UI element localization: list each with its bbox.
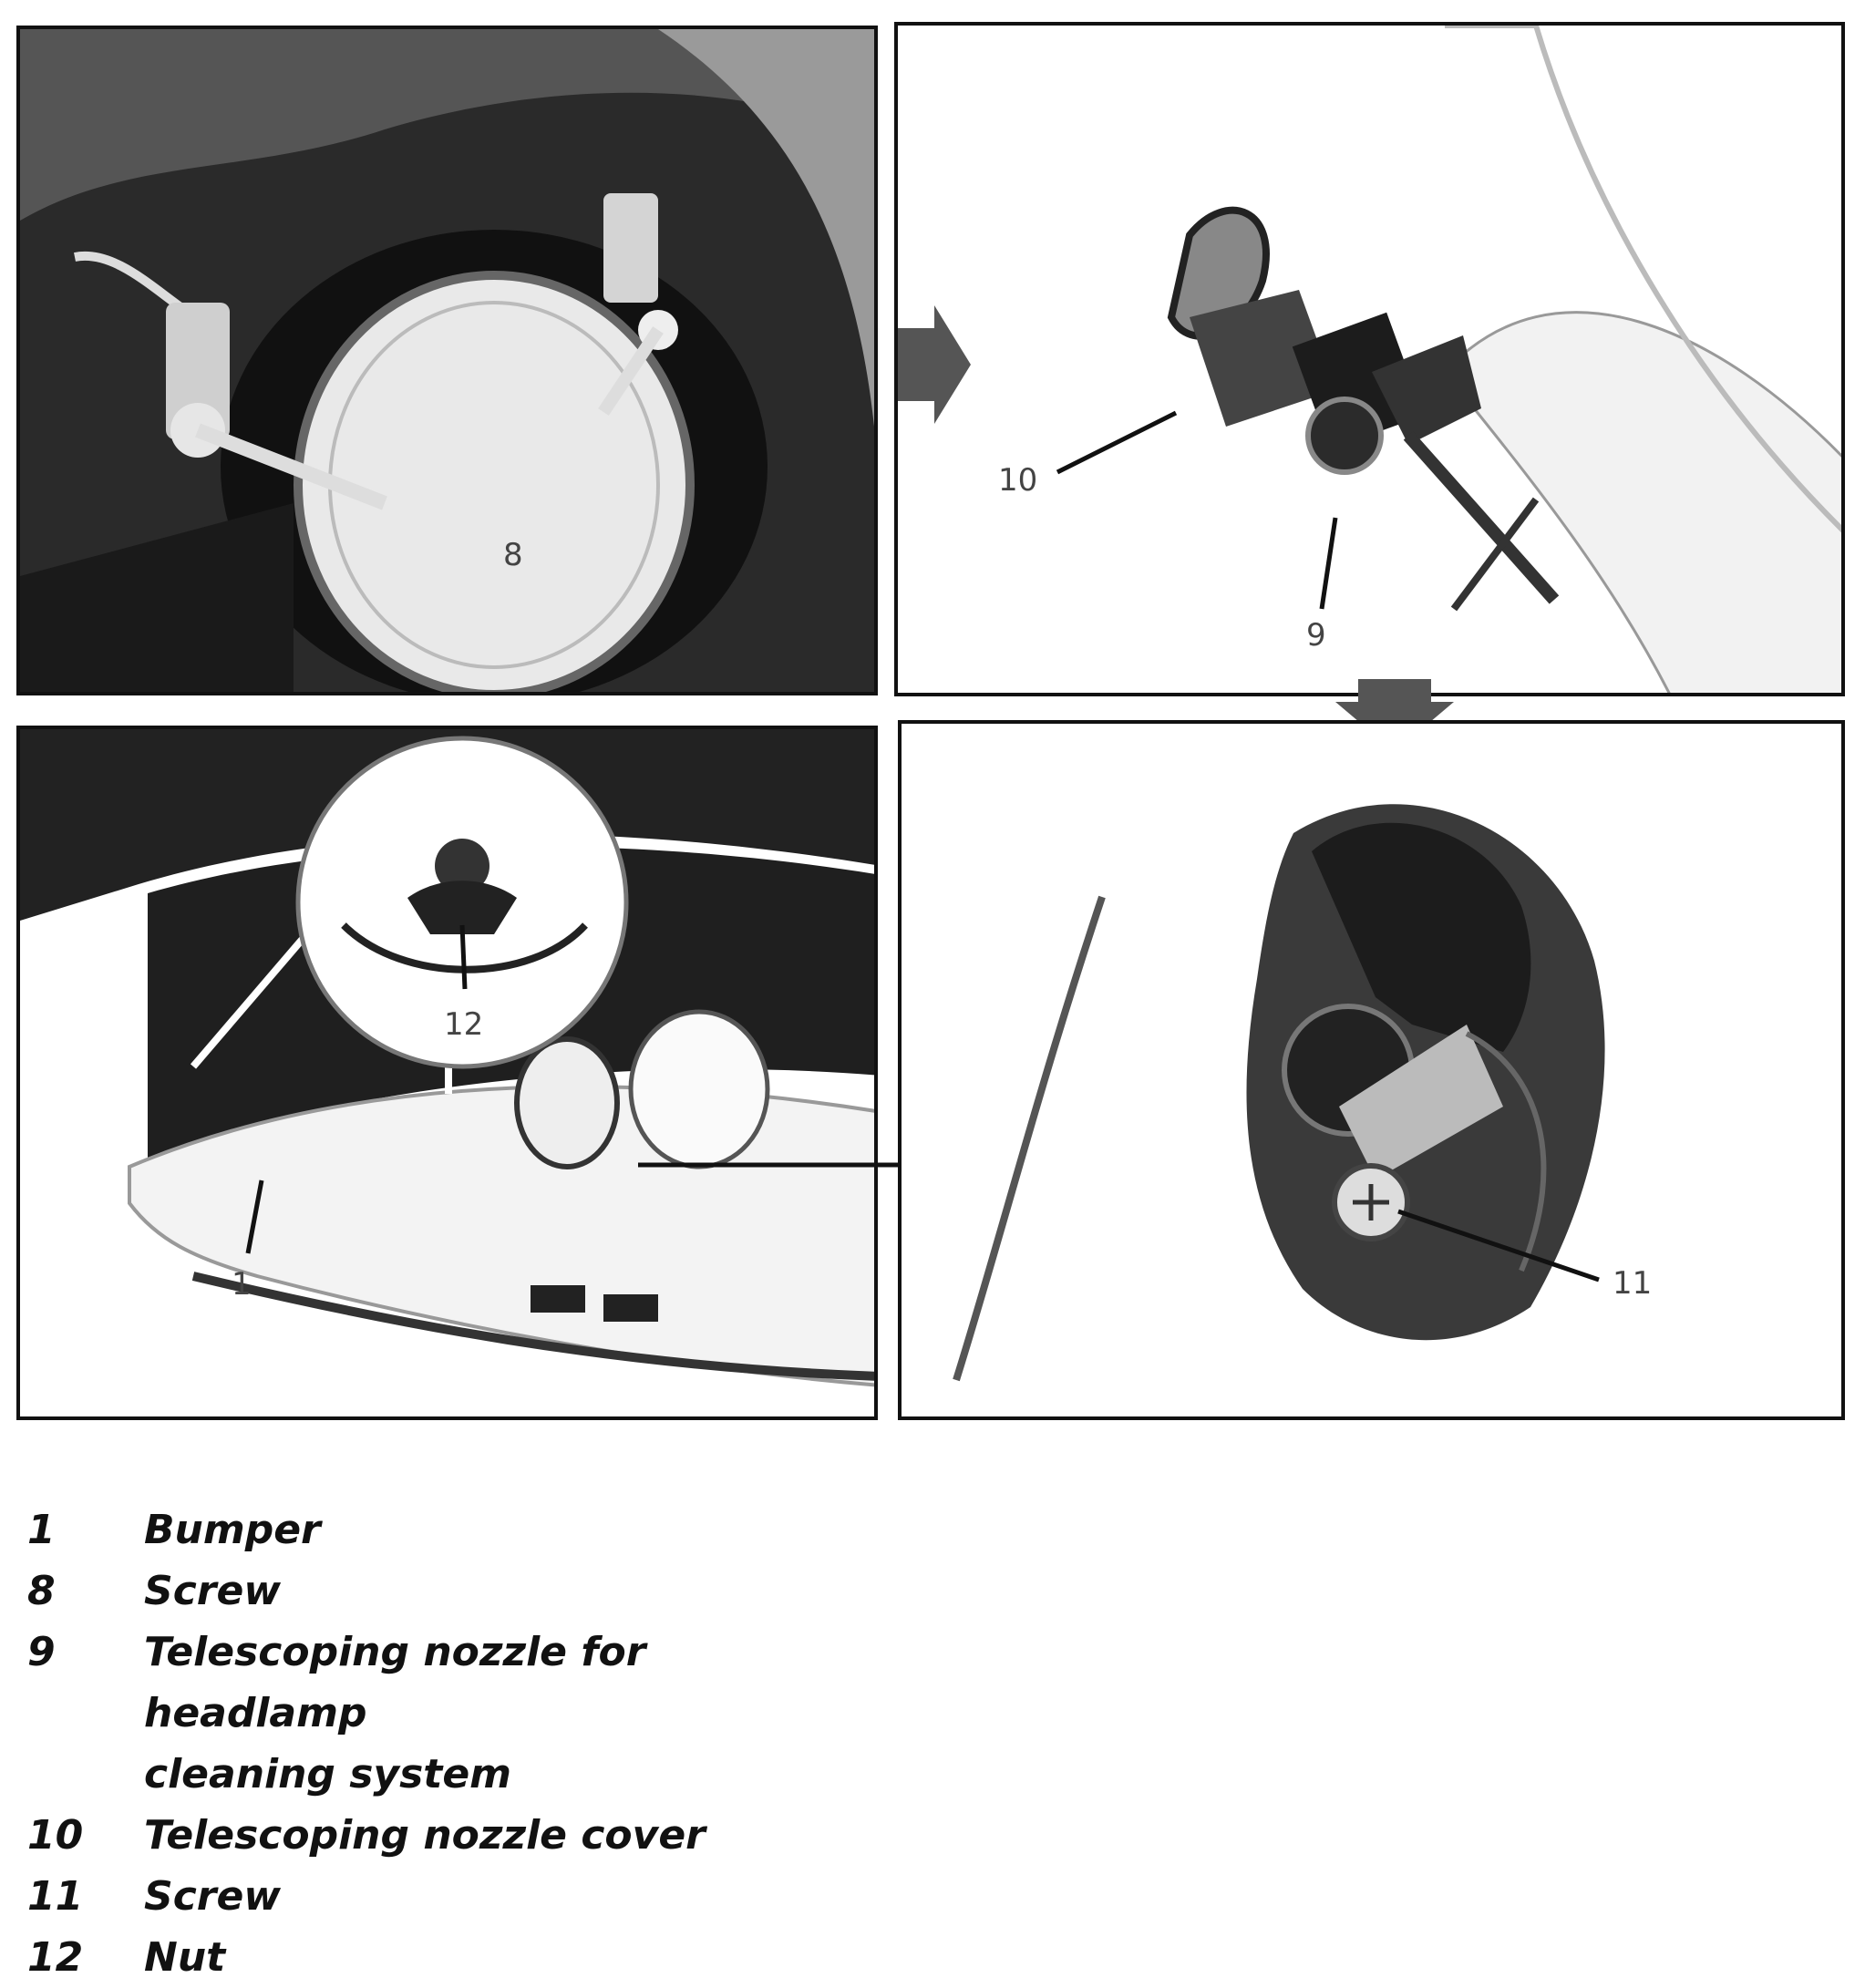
legend-row [27, 1805, 848, 1866]
callout-10: 10 [998, 462, 1038, 499]
legend-label: Screw [144, 1568, 281, 1614]
legend-number: 10 [27, 1812, 84, 1859]
panel-telescoping-nozzle [894, 22, 1845, 696]
legend-row [27, 1866, 848, 1927]
callout-11: 11 [1613, 1265, 1653, 1302]
callout-9: 9 [1306, 617, 1326, 654]
legend-label: Telescoping nozzle for headlamp [144, 1629, 646, 1736]
panel-bumper-nut [16, 726, 878, 1420]
callout-1: 1 [232, 1266, 252, 1303]
headlamp-illustration [20, 29, 878, 695]
legend-number: 1 [27, 1507, 56, 1553]
legend-row [27, 1499, 848, 1561]
callout-8: 8 [503, 537, 523, 573]
legend-number [27, 1744, 144, 1805]
screw-detail-illustration [902, 724, 1845, 1420]
legend-row [27, 1744, 848, 1805]
bumper-illustration [20, 729, 878, 1420]
legend-row [27, 1561, 848, 1622]
legend-row [27, 1927, 848, 1988]
legend-label: cleaning system [144, 1751, 512, 1797]
legend-number: 12 [27, 1934, 84, 1981]
legend-label: Telescoping nozzle cover [144, 1812, 706, 1859]
callout-12: 12 [444, 1006, 484, 1043]
arrow-right-icon [898, 305, 971, 424]
legend-number: 8 [27, 1568, 56, 1614]
panel-headlamp-screws [16, 26, 878, 695]
legend-label: Bumper [144, 1507, 321, 1553]
legend-row [27, 1622, 848, 1744]
nozzle-illustration [898, 26, 1845, 696]
panel-screw-detail [898, 720, 1845, 1420]
legend-label: Nut [144, 1934, 226, 1981]
parts-legend [27, 1499, 848, 1988]
legend-number: 11 [27, 1873, 84, 1920]
legend-number: 9 [27, 1629, 56, 1675]
legend-label: Screw [144, 1873, 281, 1920]
